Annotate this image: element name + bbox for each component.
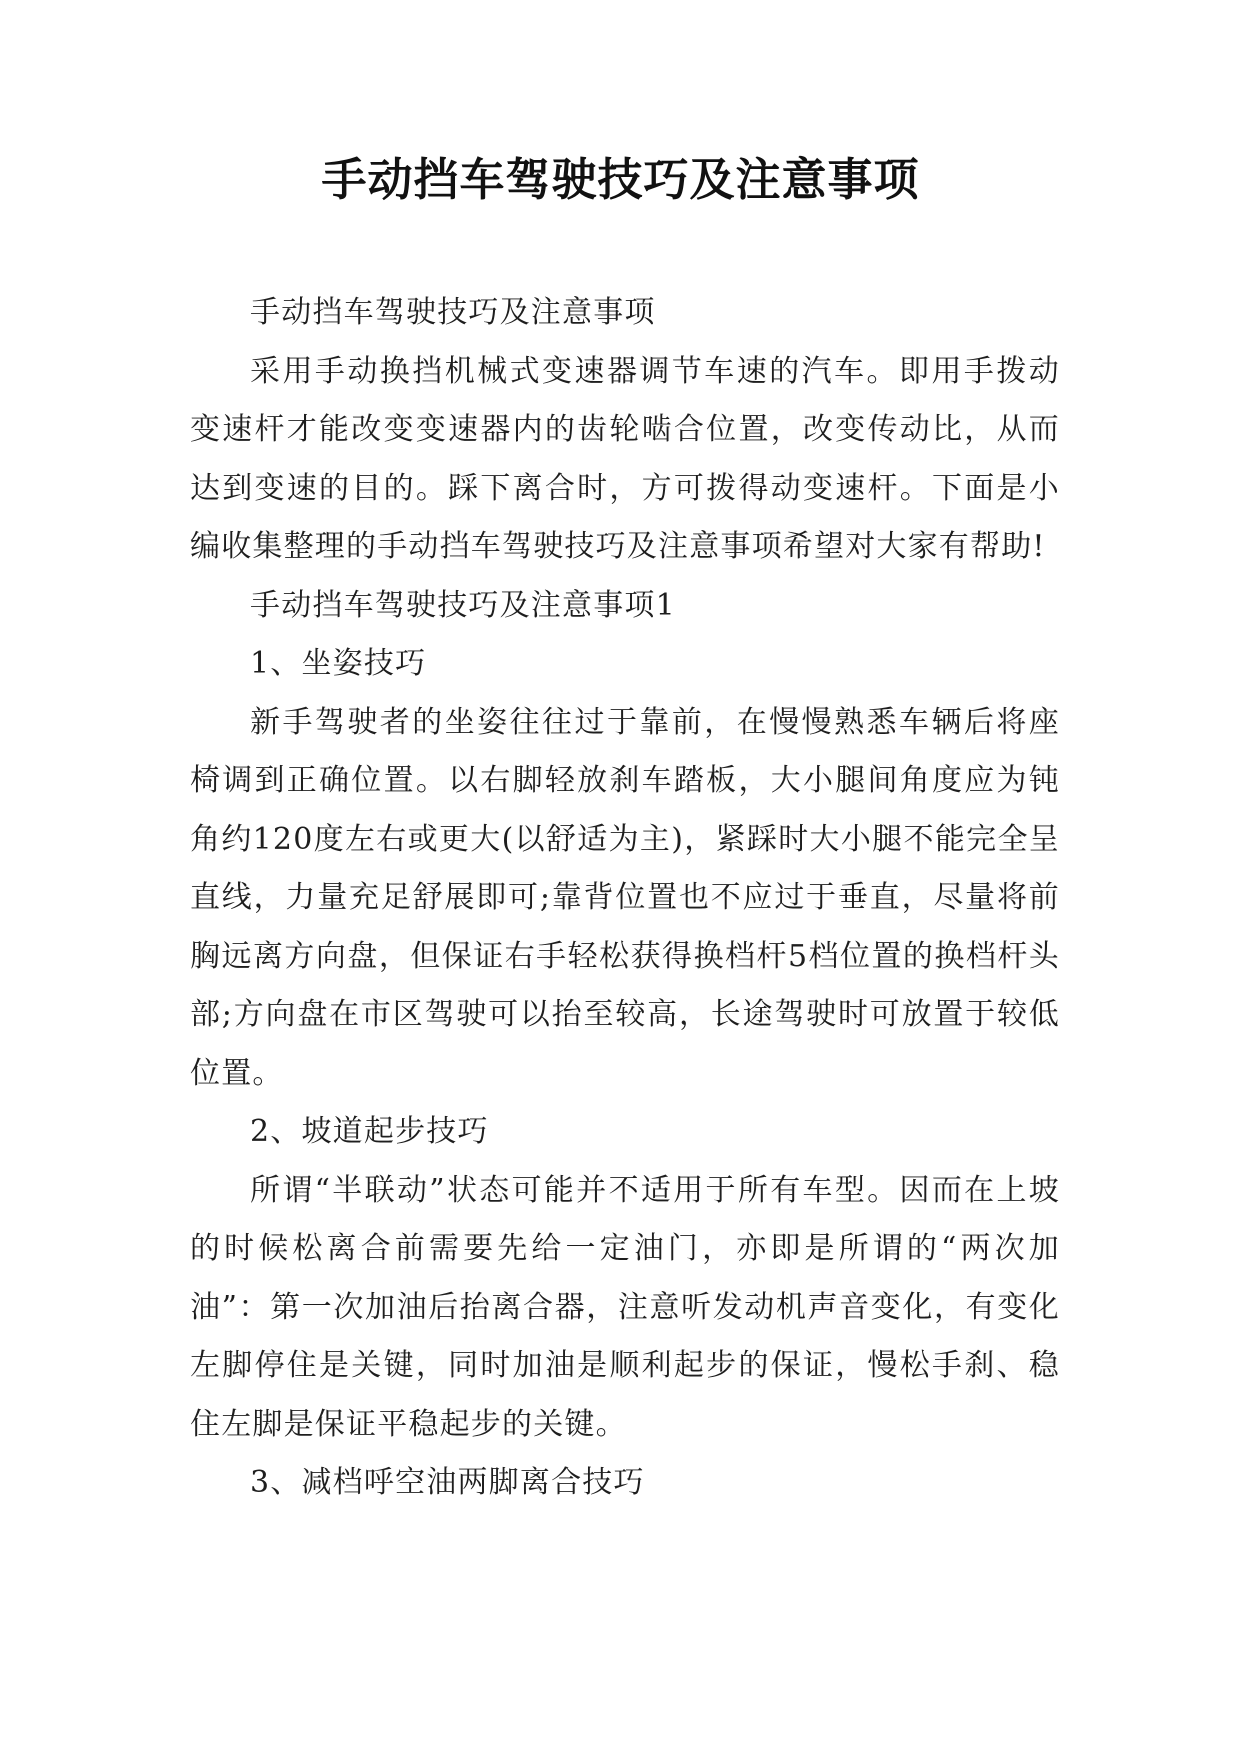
paragraph-heading-repeat: 手动挡车驾驶技巧及注意事项 xyxy=(250,295,656,330)
paragraph-intro: 采用手动换挡机械式变速器调节车速的汽车。即用手拨动变速杆才能改变变速器内的齿轮啮合位置，改变传动比，从而达到变速的目的。踩下离合时，方可拨得动变速杆。下面是小编收集整理的手动挡车驾驶技巧及注意事项希望对大家有帮助! xyxy=(190,353,1060,564)
subheading-hill-start: 2、坡道起步技巧 xyxy=(250,1114,489,1149)
paragraph-hill-start: 所谓“半联动”状态可能并不适用于所有车型。因而在上坡的时候松离合前需要先给一定油门，亦即是所谓的“两次加油”：第一次加油后抬离合器，注意听发动机声音变化，有变化左脚停住是关键，同时加油是顺利起步的保证，慢松手刹、稳住左脚是保证平稳起步的关键。 xyxy=(190,1172,1060,1442)
document-body xyxy=(190,284,1060,1513)
paragraph-sitting-posture: 新手驾驶者的坐姿往往过于靠前，在慢慢熟悉车辆后将座椅调到正确位置。以右脚轻放刹车踏板，大小腿间角度应为钝角约120度左右或更大(以舒适为主)，紧踩时大小腿不能完全呈直线，力量充足舒展即可;靠背位置也不应过于垂直，尽量将前胸远离方向盘，但保证右手轻松获得换档杆5档位置的换档杆头部;方向盘在市区驾驶可以抬至较高，长途驾驶时可放置于较低位置。 xyxy=(190,704,1060,1091)
subheading-downshift: 3、减档呼空油两脚离合技巧 xyxy=(250,1465,645,1500)
subheading-sitting-posture: 1、坐姿技巧 xyxy=(250,646,427,681)
document-title: 手动挡车驾驶技巧及注意事项 xyxy=(321,153,920,206)
section-heading-1: 手动挡车驾驶技巧及注意事项1 xyxy=(250,587,676,623)
